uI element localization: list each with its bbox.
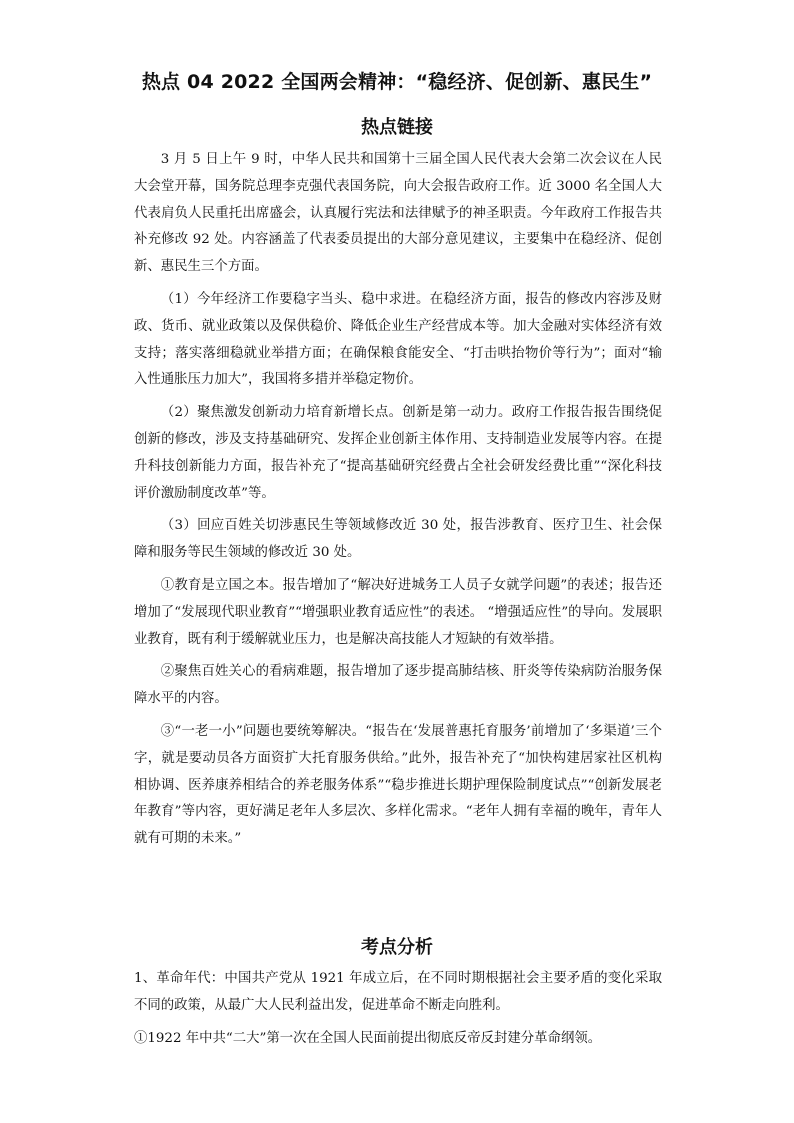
document-title: 热点 04 2022 全国两会精神：“稳经济、促创新、惠民生” [141,71,653,93]
paragraph-stabilize-economy: （1）今年经济工作要稳字当头、稳中求进。在稳经济方面，报告的修改内容涉及财政、货币、就业政策以及保供稳价、降低企业生产经营成本等。加大金融对实体经济有效支持；落实落细稳就业举措方面；在确保粮食能安全、“打击哄抬物价等行为”；面对“输入性通胀压力加大”，我国将多措并举稳定物价。 [134,291,662,388]
paragraph-second-congress: ①1922 年中共“二大”第一次在全国人民面前提出彻底反帝反封建分革命纲领。 [134,1030,602,1046]
paragraph-elderly-children: ③“一老一小”问题也要统筹解决。“报告在‘发展普惠托育服务’前增加了‘多渠道’三个字，就是要动员各方面资扩大托育服务供给。”此外，报告补充了“加快构建居家社区机构相协调、医养康养相结合的养老服务体系”“稳步推进长期护理保险制度试点”“创新发展老年教育”等内容，更好满足老年人多层次、多样化需求。“老年人拥有幸福的晚年，青年人就有可期的未来。” [134,723,662,847]
paragraph-livelihood: （3）回应百姓关切涉惠民生等领域修改近 30 处，报告涉教育、医疗卫生、社会保障和服务等民生领域的修改近 30 处。 [134,518,662,561]
paragraph-intro: 3 月 5 日上午 9 时，中华人民共和国第十三届全国人民代表大会第二次会议在人民大会堂开幕，国务院总理李克强代表国务院，向大会报告政府工作。近 3000 名全国人大代表肩负人民重托出席盛会，认真履行宪法和法律赋予的神圣职责。今年政府工作报告共补充修改 92 处。内容涵盖了代表委员提出的大部分意见建议，主要集中在稳经济、促创新、惠民生三个方面。 [134,152,662,275]
paragraph-revolutionary-era: 1、革命年代：中国共产党从 1921 年成立后，在不同时期根据社会主要矛盾的变化采取不同的政策，从最广大人民利益出发，促进革命不断走向胜利。 [134,971,662,1013]
paragraph-healthcare: ②聚焦百姓关心的看病难题，报告增加了逐步提高肺结核、肝炎等传染病防治服务保障水平的内容。 [134,664,662,707]
section-heading-hot-links: 热点链接 [361,117,433,138]
paragraph-education: ①教育是立国之本。报告增加了“解决好进城务工人员子女就学问题”的表述；报告还增加了“发展现代职业教育”“增强职业教育适应性”的表述。 “增强适应性”的导向。发展职业教育，既有利于缓解就业压力，也是解决高技能人才短缺的有效举措。 [134,577,662,647]
section-heading-analysis: 考点分析 [361,937,433,958]
section-analysis-body [134,966,662,1052]
section-hot-links-body [134,147,662,853]
paragraph-promote-innovation: （2）聚焦激发创新动力培育新增长点。创新是第一动力。政府工作报告报告围绕促创新的修改，涉及支持基础研究、发挥企业创新主体作用、支持制造业发展等内容。在提升科技创新能力方面，报告补充了“提高基础研究经费占全社会研发经费比重”“深化科技评价激励制度改革”等。 [134,405,662,501]
